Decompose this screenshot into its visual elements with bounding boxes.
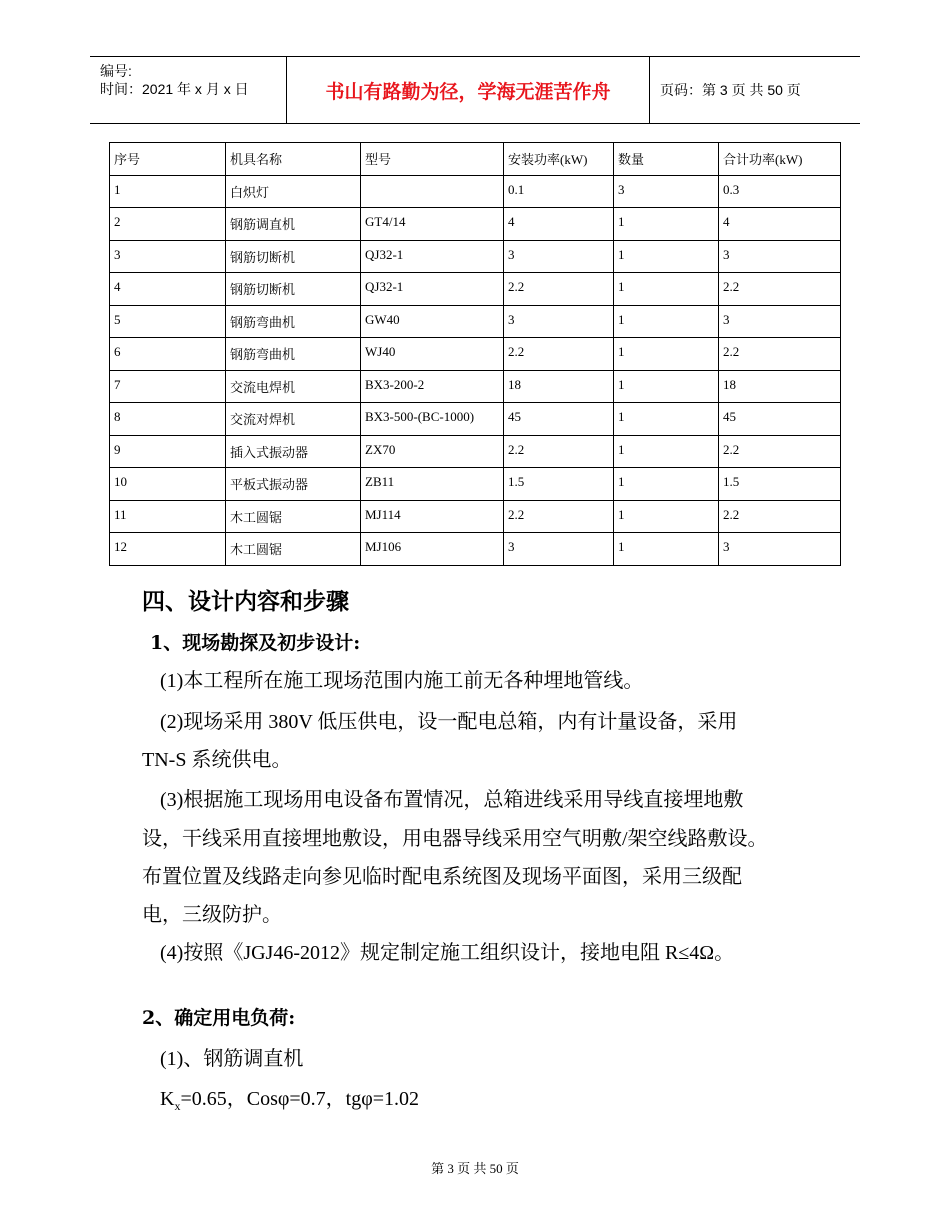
cell-total-power: 2.2: [719, 500, 841, 533]
cell-model: QJ32-1: [361, 273, 504, 306]
cell-model: GT4/14: [361, 208, 504, 241]
table-body: [110, 175, 841, 565]
paragraph-3-line-4: 电，三级防护。: [142, 904, 282, 926]
cell-model: GW40: [361, 305, 504, 338]
cell-power: 1.5: [504, 468, 614, 501]
header-motto: 书山有路勤为径，学海无涯苦作舟: [286, 57, 650, 123]
table-row: [110, 338, 841, 371]
cell-name: 平板式振动器: [226, 468, 361, 501]
table-row: [110, 533, 841, 566]
cell-total-power: 2.2: [719, 435, 841, 468]
cell-index: 7: [110, 370, 226, 403]
cell-quantity: 1: [614, 500, 719, 533]
cell-quantity: 1: [614, 208, 719, 241]
table-row: [110, 500, 841, 533]
cell-index: 8: [110, 403, 226, 436]
cell-power: 2.2: [504, 500, 614, 533]
cell-name: 白炽灯: [226, 175, 361, 208]
cell-power: 2.2: [504, 338, 614, 371]
cell-index: 6: [110, 338, 226, 371]
column-header-total-power: 合计功率(kW): [719, 143, 841, 176]
cell-index: 2: [110, 208, 226, 241]
table-row: [110, 403, 841, 436]
cell-name: 钢筋切断机: [226, 240, 361, 273]
section-title: 四、设计内容和步骤: [142, 588, 349, 615]
cell-power: 3: [504, 533, 614, 566]
equipment-table: [109, 142, 841, 566]
table-row: [110, 305, 841, 338]
cell-power: 2.2: [504, 435, 614, 468]
paragraph-1: (1)本工程所在施工现场范围内施工前无各种埋地管线。: [160, 670, 644, 692]
cell-quantity: 1: [614, 370, 719, 403]
cell-model: MJ114: [361, 500, 504, 533]
subsection-title-survey: 1、现场勘探及初步设计:: [150, 632, 361, 654]
table-row: [110, 468, 841, 501]
cell-index: 9: [110, 435, 226, 468]
cell-total-power: 0.3: [719, 175, 841, 208]
cell-total-power: 1.5: [719, 468, 841, 501]
cell-name: 木工圆锯: [226, 500, 361, 533]
cell-index: 10: [110, 468, 226, 501]
formula-subscript: x: [174, 1099, 181, 1113]
cell-total-power: 3: [719, 305, 841, 338]
table-row: [110, 240, 841, 273]
cell-quantity: 1: [614, 468, 719, 501]
cell-model: ZX70: [361, 435, 504, 468]
paragraph-3-line-1: (3)根据施工现场用电设备布置情况，总箱进线采用导线直接埋地敷: [160, 789, 744, 811]
cell-quantity: 1: [614, 403, 719, 436]
cell-name: 插入式振动器: [226, 435, 361, 468]
cell-power: 0.1: [504, 175, 614, 208]
cell-model: ZB11: [361, 468, 504, 501]
header-page-number: 页码：第 3 页 共 50 页: [660, 82, 801, 98]
cell-index: 5: [110, 305, 226, 338]
cell-power: 3: [504, 305, 614, 338]
cell-power: 18: [504, 370, 614, 403]
cell-name: 交流对焊机: [226, 403, 361, 436]
formula-line: [160, 1082, 419, 1114]
cell-quantity: 3: [614, 175, 719, 208]
cell-index: 4: [110, 273, 226, 306]
cell-name: 钢筋切断机: [226, 273, 361, 306]
table-row: [110, 175, 841, 208]
cell-total-power: 3: [719, 533, 841, 566]
cell-name: 交流电焊机: [226, 370, 361, 403]
cell-quantity: 1: [614, 305, 719, 338]
paragraph-3-line-2: 设，干线采用直接埋地敷设，用电器导线采用空气明敷/架空线路敷设。: [142, 828, 768, 850]
cell-total-power: 45: [719, 403, 841, 436]
paragraph-2-line-1: (2)现场采用 380V 低压供电，设一配电总箱，内有计量设备，采用: [160, 711, 738, 733]
cell-name: 钢筋弯曲机: [226, 305, 361, 338]
cell-model: BX3-500-(BC-1000): [361, 403, 504, 436]
cell-total-power: 2.2: [719, 338, 841, 371]
cell-quantity: 1: [614, 273, 719, 306]
column-header-index: 序号: [110, 143, 226, 176]
subsection-title-load: 2、确定用电负荷:: [142, 1007, 296, 1029]
table-row: [110, 208, 841, 241]
document-date-label: 时间：2021 年 x 月 x 日: [100, 81, 249, 97]
column-header-name: 机具名称: [226, 143, 361, 176]
cell-quantity: 1: [614, 240, 719, 273]
cell-power: 4: [504, 208, 614, 241]
column-header-power: 安装功率(kW): [504, 143, 614, 176]
table-row: [110, 273, 841, 306]
paragraph-3-line-3: 布置位置及线路走向参见临时配电系统图及现场平面图，采用三级配: [142, 866, 742, 888]
cell-power: 45: [504, 403, 614, 436]
column-header-quantity: 数量: [614, 143, 719, 176]
column-header-model: 型号: [361, 143, 504, 176]
page-header: [90, 56, 860, 124]
table-row: [110, 435, 841, 468]
cell-model: MJ106: [361, 533, 504, 566]
cell-model: [361, 175, 504, 208]
cell-name: 木工圆锯: [226, 533, 361, 566]
document-number-label: 编号:: [100, 63, 132, 79]
cell-total-power: 18: [719, 370, 841, 403]
page-footer: 第 3 页 共 50 页: [431, 1161, 519, 1176]
cell-quantity: 1: [614, 533, 719, 566]
cell-power: 3: [504, 240, 614, 273]
formula-values: =0.65，Cosφ=0.7，tgφ=1.02: [180, 1088, 420, 1110]
paragraph-2-line-2: TN-S 系统供电。: [142, 749, 292, 771]
cell-index: 11: [110, 500, 226, 533]
cell-index: 12: [110, 533, 226, 566]
paragraph-4: (4)按照《JGJ46-2012》规定制定施工组织设计，接地电阻 R≤4Ω。: [160, 942, 735, 964]
cell-name: 钢筋弯曲机: [226, 338, 361, 371]
table-header-row: [110, 143, 841, 176]
cell-quantity: 1: [614, 435, 719, 468]
cell-model: WJ40: [361, 338, 504, 371]
cell-model: QJ32-1: [361, 240, 504, 273]
paragraph-5: (1)、钢筋调直机: [160, 1048, 304, 1070]
cell-model: BX3-200-2: [361, 370, 504, 403]
header-info: [90, 57, 286, 123]
formula-k: K: [160, 1088, 175, 1110]
cell-total-power: 3: [719, 240, 841, 273]
cell-index: 3: [110, 240, 226, 273]
cell-index: 1: [110, 175, 226, 208]
cell-power: 2.2: [504, 273, 614, 306]
cell-name: 钢筋调直机: [226, 208, 361, 241]
table-row: [110, 370, 841, 403]
cell-total-power: 4: [719, 208, 841, 241]
cell-total-power: 2.2: [719, 273, 841, 306]
cell-quantity: 1: [614, 338, 719, 371]
